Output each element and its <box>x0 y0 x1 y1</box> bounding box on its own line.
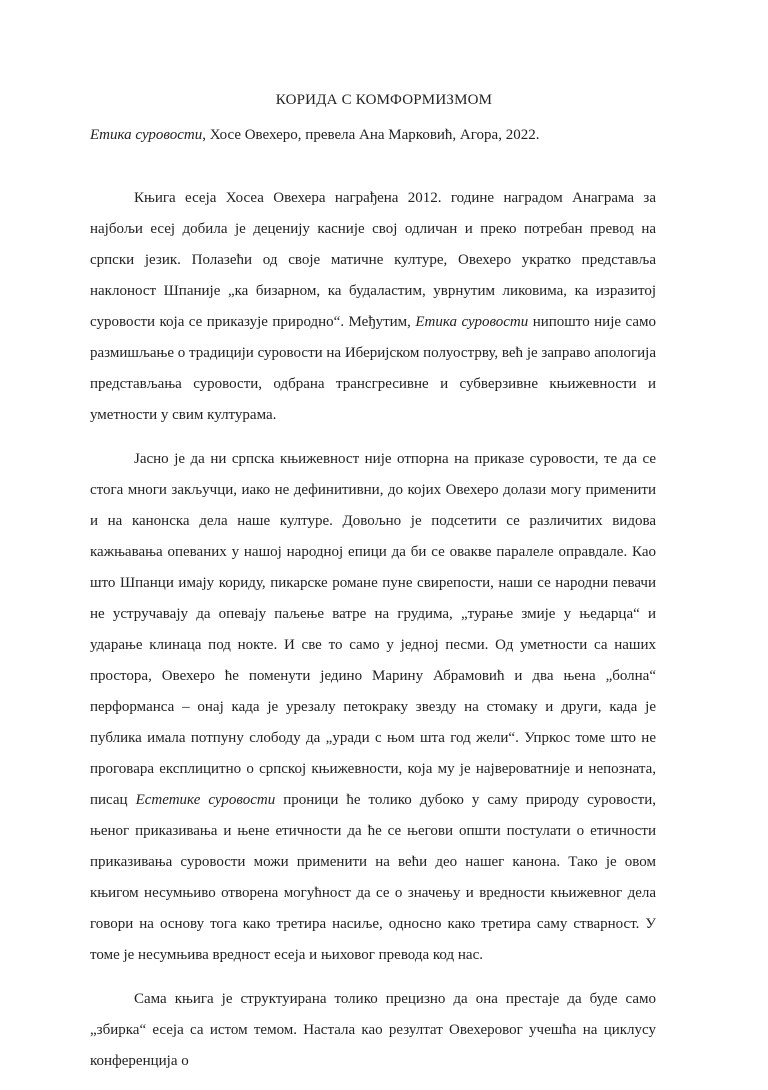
body-paragraph <box>90 984 656 1077</box>
paragraph-text: Књига есеја Хосеа Овехера награђена 2012. године наградом Анаграма за најбољи есеј добила је деценију касније свој одличан и преко потребан превод на српски језик. Полазећи од своје матичне културе, Овехеро укратко представља наклоност Шпаније „ка бизарном, ка будаластим, уврнутим ликовима, ка изразитој суровости која се приказује природно“. Међутим, <box>90 190 656 330</box>
citation-details: , Хосе Овехеро, превела Ана Марковић, Агора, 2022. <box>202 127 540 143</box>
book-citation <box>90 127 539 144</box>
paragraph-italic-title: Естетике суровости <box>135 792 276 808</box>
document-title: КОРИДА С КОМФОРМИЗМОМ <box>275 92 493 108</box>
body-paragraph <box>90 183 656 431</box>
citation-book-title: Етика суровости <box>90 127 203 143</box>
paragraph-text: нипошто није само размишљање о традицији суровости на Иберијском полуострву, већ је заправо апологија представљања суровости, одбрана трансгресивне и субверзивне књижевности и уметности у свим културама. <box>90 314 656 423</box>
document-body <box>90 183 656 1090</box>
paragraph-text: Сама књига је структуирана толико прецизно да она престаје да буде само „збирка“ есеја са истом темом. Настала као резултат Овехеровог учешћа на циклусу конференција о <box>90 991 656 1069</box>
paragraph-text: проници ће толико дубоко у саму природу суровости, њеног приказивања и њене етичности да ће се његови општи постулати о етичности приказивања суровости можи применити на већи део нашег канона. Тако је овом књигом несумњиво отворена могућност да се о значењу и вредности књижевног дела говори на основу тога како третира насиље, односно како третира саму стварност. У томе је несумњива вредност есеја и њиховог превода код нас. <box>90 792 656 963</box>
paragraph-italic-title: Етика суровости <box>415 314 529 330</box>
paragraph-text: Јасно је да ни српска књижевност није отпорна на приказе суровости, те да се стога многи закључци, иако не дефинитивни, до којих Овехеро долази могу применити и на канонска дела наше културе. Довољно је подсетити се различитих видова кажњавања опеваних у нашој народној епици да би се овакве паралеле оправдале. Као што Шпанци имају кориду, пикарске романе пуне свирепости, наши се народни певачи не устручавају да опевају паљење ватре на грудима, „турање змије у њедарца“ и ударање клинаца под нокте. И све то само у једној песми. Од уметности са наших простора, Овехеро ће поменути једино Марину Абрамовић и два њена „болна“ перформанса – онај када је урезалу петокраку звезду на стомаку и други, када је публика имала потпуну слободу да „уради с њом шта год жели“. Упркос томе што не проговара експлицитно о српској књижевности, која му је највероватније и непозната, писац <box>90 451 656 808</box>
body-paragraph <box>90 444 656 971</box>
